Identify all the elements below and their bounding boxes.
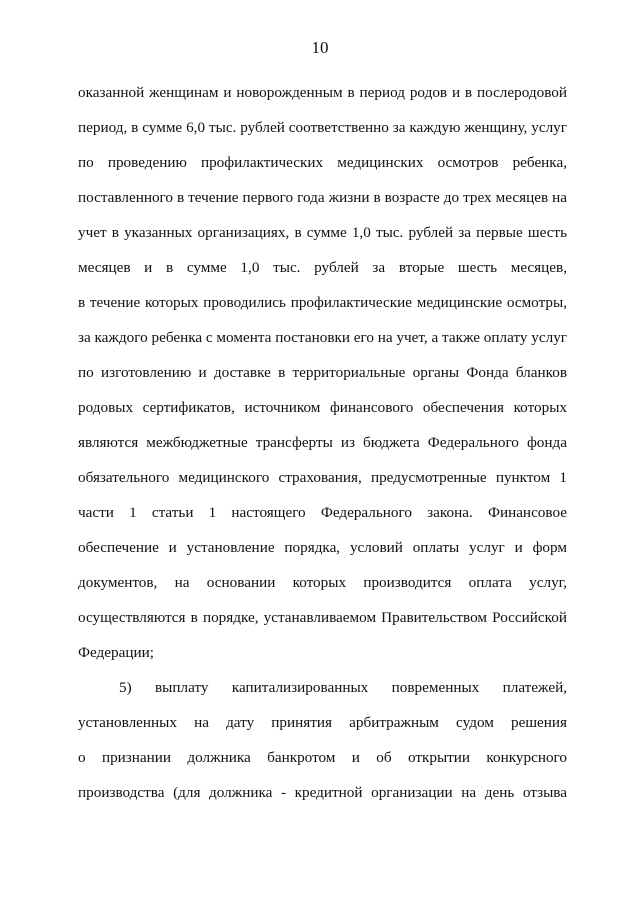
text-line: за каждого ребенка с момента постановки его на учет, а также оплату услуг: [78, 329, 568, 346]
text-line: установленных на дату принятия арбитражным судом решения: [78, 714, 567, 731]
text-line: являются межбюджетные трансферты из бюджета Федерального фонда: [78, 434, 567, 451]
text-line: Федерации;: [78, 644, 154, 661]
text-line: осуществляются в порядке, устанавливаемом Правительством Российской: [78, 609, 567, 626]
text-line: 5) выплату капитализированных повременных платежей,: [119, 679, 567, 696]
text-line: обязательного медицинского страхования, предусмотренные пунктом 1: [78, 469, 567, 486]
text-line: родовых сертификатов, источником финансового обеспечения которых: [78, 399, 567, 416]
text-line: месяцев и в сумме 1,0 тыс. рублей за вторые шесть месяцев,: [78, 259, 567, 276]
text-line: производства (для должника - кредитной организации на день отзыва: [78, 784, 567, 801]
text-line: документов, на основании которых производится оплата услуг,: [78, 574, 567, 591]
text-line: оказанной женщинам и новорожденным в период родов и в послеродовой: [78, 84, 567, 101]
text-line: о признании должника банкротом и об открытии конкурсного: [78, 749, 567, 766]
text-line: в течение которых проводились профилактические медицинские осмотры,: [78, 294, 567, 311]
text-line: по проведению профилактических медицинских осмотров ребенка,: [78, 154, 567, 171]
text-line: обеспечение и установление порядка, условий оплаты услуг и форм: [78, 539, 567, 556]
text-line: части 1 статьи 1 настоящего Федерального закона. Финансовое: [78, 504, 567, 521]
text-line: поставленного в течение первого года жизни в возрасте до трех месяцев на: [78, 189, 567, 206]
text-line: учет в указанных организациях, в сумме 1,0 тыс. рублей за первые шесть: [78, 224, 567, 241]
text-line: период, в сумме 6,0 тыс. рублей соответственно за каждую женщину, услуг: [78, 119, 567, 136]
text-line: по изготовлению и доставке в территориальные органы Фонда бланков: [78, 364, 567, 381]
page-number: 10: [311, 38, 329, 57]
